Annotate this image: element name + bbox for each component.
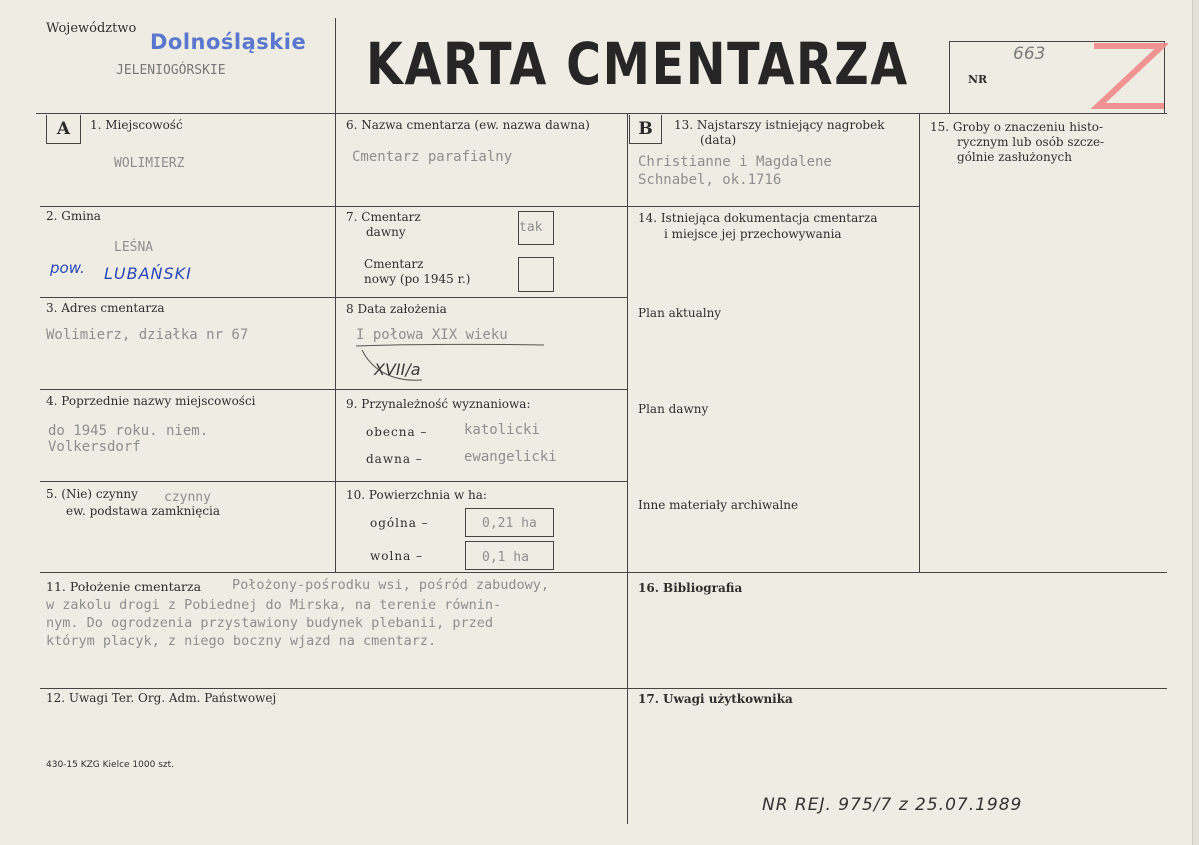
col-divider-1 (335, 113, 336, 572)
f11-line2: w zakolu drogi z Pobiednej do Mirska, na terenie równin- (46, 597, 502, 613)
f8-hand-note: XVII/a (374, 360, 421, 379)
row-line (335, 389, 627, 390)
f4-value-line2: Volkersdorf (48, 439, 141, 455)
row-line (627, 206, 919, 207)
f7-nowy-line1: Cmentarz (364, 257, 424, 271)
f13-label-line1: 13. Najstarszy istniejący nagrobek (674, 118, 885, 132)
f11-line3: nym. Do ogrodzenia przystawiony budynek plebanii, przed (46, 615, 494, 631)
f7-nowy-checkbox (518, 257, 554, 292)
f11-label: 11. Położenie cmentarza (46, 579, 202, 594)
f2-label: 2. Gmina (46, 209, 101, 223)
f16-label: 16. Bibliografia (638, 581, 743, 595)
row-line (40, 206, 335, 207)
f9-obecna-value: katolicki (464, 422, 540, 438)
f9-obecna-label: obecna – (366, 425, 428, 439)
f2-pow-prefix: pow. (50, 259, 85, 277)
f11-line1: Położony-pośrodku wsi, pośród zabudowy, (232, 577, 549, 593)
f7-dawny-value: tak (519, 220, 543, 235)
stamp-z-icon (1088, 40, 1168, 112)
f10-ogolna-value: 0,21 ha (482, 516, 537, 531)
row-line (40, 389, 335, 390)
wojewodztwo-typed: JELENIOGÓRSKIE (116, 63, 226, 78)
f15-label-line3: gólnie zasłużonych (957, 150, 1072, 164)
f6-value: Cmentarz parafialny (352, 149, 513, 165)
section-a-letter: A (46, 115, 81, 144)
row-line (40, 481, 335, 482)
f9-dawna-value: ewangelicki (464, 449, 557, 465)
print-info: 430-15 KZG Kielce 1000 szt. (46, 760, 174, 770)
nr-label: NR (968, 73, 988, 86)
header-divider-left (335, 18, 336, 113)
card-edge (1192, 0, 1199, 845)
f14-label-line2: i miejsce jej przechowywania (664, 227, 842, 241)
row-line (335, 297, 627, 298)
f2-value: LEŚNA (114, 240, 154, 255)
row-line (40, 297, 335, 298)
row-line (335, 206, 627, 207)
f4-value-line1: do 1945 roku. niem. (48, 423, 209, 439)
f8-value: I połowa XIX wieku (356, 327, 508, 343)
row-line (335, 481, 627, 482)
f15-label-line2: rycznym lub osób szcze- (957, 135, 1105, 149)
inne-materialy-label: Inne materiały archiwalne (638, 498, 799, 512)
f3-value: Wolimierz, działka nr 67 (46, 327, 249, 343)
plan-dawny-label: Plan dawny (638, 402, 709, 416)
f7-nowy-line2: nowy (po 1945 r.) (364, 272, 471, 286)
f13-value-line2: Schnabel, ok.1716 (638, 172, 782, 188)
f7-label-line2: dawny (366, 225, 406, 239)
f9-label: 9. Przynależność wyznaniowa: (346, 397, 531, 411)
section-b-letter: B (629, 115, 662, 144)
wojewodztwo-stamp: Dolnośląskie (150, 30, 307, 54)
registry-note: NR REJ. 975/7 z 25.07.1989 (762, 795, 1023, 815)
f8-label: 8 Data założenia (346, 302, 447, 316)
f17-label: 17. Uwagi użytkownika (638, 692, 793, 706)
f5-value: czynny (164, 490, 211, 505)
f1-value: WOLIMIERZ (114, 156, 185, 171)
f11-line4: którym placyk, z niego boczny wjazd na cmentarz. (46, 633, 437, 649)
f9-dawna-label: dawna – (366, 452, 423, 466)
section-rule (40, 572, 1167, 573)
f5-label-line1: 5. (Nie) czynny (46, 487, 138, 501)
f10-label: 10. Powierzchnia w ha: (346, 488, 487, 502)
f12-label: 12. Uwagi Ter. Org. Adm. Państwowej (46, 691, 277, 705)
f3-label: 3. Adres cmentarza (46, 301, 165, 315)
card-title: KARTA CMENTARZA (366, 30, 909, 98)
nr-value: 663 (1013, 44, 1046, 64)
f14-label-line1: 14. Istniejąca dokumentacja cmentarza (638, 211, 878, 225)
section-rule (40, 688, 1167, 689)
f7-label-line1: 7. Cmentarz (346, 210, 421, 224)
f1-label: 1. Miejscowość (90, 118, 183, 132)
f10-wolna-value: 0,1 ha (482, 550, 529, 565)
f5-label-line2: ew. podstawa zamknięcia (66, 504, 221, 518)
f13-value-line1: Christianne i Magdalene (638, 154, 832, 170)
f15-label-line1: 15. Groby o znaczeniu histo- (930, 120, 1104, 134)
plan-aktualny-label: Plan aktualny (638, 306, 722, 320)
f4-label: 4. Poprzednie nazwy miejscowości (46, 394, 256, 408)
f10-ogolna-label: ogólna – (370, 516, 429, 530)
f2-pow-value: LUBAŃSKI (104, 264, 192, 283)
f10-wolna-label: wolna – (370, 549, 424, 563)
header-rule (36, 113, 1167, 114)
f13-label-line2: (data) (700, 133, 737, 147)
f6-label: 6. Nazwa cmentarza (ew. nazwa dawna) (346, 118, 590, 132)
wojewodztwo-label: Województwo (46, 21, 137, 36)
col-divider-3 (919, 113, 920, 572)
col-divider-2 (627, 113, 628, 824)
